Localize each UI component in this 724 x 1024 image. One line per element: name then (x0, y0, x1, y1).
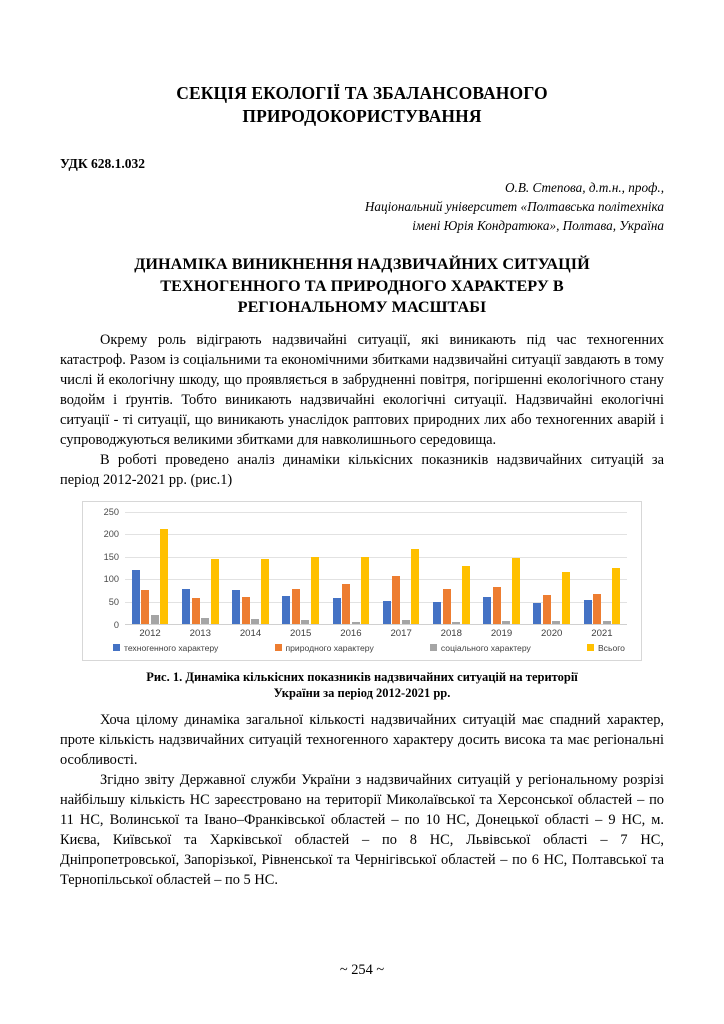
bar (342, 584, 350, 624)
affiliation-line-1: Національний університет «Полтавська політехніка (364, 198, 664, 214)
page-number: ~ 254 ~ (339, 962, 385, 978)
bar (141, 590, 149, 624)
chart-plot-area (103, 506, 627, 630)
bar (392, 576, 400, 624)
y-tick-150: 150 (103, 551, 119, 562)
paragraph-4: Згідно звіту Державної служби України з надзвичайних ситуацій у регіональному розрізі найбільшу кількість НС зареєстровано на території Миколаївської та Херсонської областей – по 11 НС, Волинської та Івано–Франківської областей – по 10 НС, Донецької області – 9 НС, м. Києва, Київської та Харківської областей – по 8 НС, Львівської області – 7 НС, Дніпропетровської, Запорізької, Рівненської та Чернігівської областей – по 6 НС, Полтавської та Тернопільської областей – по 5 НС. (60, 771, 664, 888)
bar (232, 590, 240, 623)
legend-label: Всього (597, 642, 625, 653)
legend-swatch-icon (275, 644, 282, 651)
bar (251, 619, 259, 623)
bar-group (125, 512, 175, 624)
bar (261, 559, 269, 623)
bar (433, 602, 441, 624)
article-title-line-3: РЕГІОНАЛЬНОМУ МАСШТАБІ (237, 298, 487, 317)
bar (612, 568, 620, 624)
y-tick-250: 250 (103, 506, 119, 517)
author-affiliation (60, 179, 664, 235)
legend-swatch-icon (587, 644, 594, 651)
bar (552, 621, 560, 623)
bar (160, 529, 168, 624)
x-axis-tick-label: 2012 (139, 627, 161, 639)
bar (333, 598, 341, 623)
bar (201, 618, 209, 623)
paragraph-1: Окрему роль відіграють надзвичайні ситуації, які виникають під час техногенних катастроф. Разом із соціальними та економічними збитками надзвичайні ситуації завдають в тому числі й екологічну шкоду, що проявляється в забрудненні повітря, погіршенні екологічного стану водойм і ґрунтів. Тобто виникають надзвичайні екологічні ситуації. Надзвичайні екологічні ситуації - ті ситуації, що виникають унаслідок раптових природних лих або техногенних аварій і супроводжуються великими збитками для навколишнього середовища. (60, 332, 664, 448)
bar (383, 601, 391, 623)
affiliation-line-2: імені Юрія Кондратюка», Полтава, Україна (412, 217, 664, 233)
bar-group (527, 512, 577, 624)
bar (483, 597, 491, 624)
y-tick-0: 0 (113, 619, 119, 630)
paragraph-3: Хоча цілому динаміка загальної кількості надзвичайних ситуацій має спадний характер, проте кількість надзвичайних ситуацій техногенного характеру досить висока та має регіональні особливості. (60, 712, 664, 768)
udk-code: УДК 628.1.032 (60, 156, 145, 172)
bar-group (376, 512, 426, 624)
bar (151, 615, 159, 623)
figure-caption-line-1: Рис. 1. Динаміка кількісних показників надзвичайних ситуацій на території (146, 669, 578, 684)
chart-bar-groups (125, 512, 627, 624)
bar (533, 603, 541, 624)
legend-label: соціального характеру (440, 642, 531, 653)
author-name: О.В. Степова, д.т.н., проф., (505, 180, 664, 196)
chart-x-axis-labels (125, 628, 627, 639)
legend-label: техногенного характеру (124, 642, 219, 653)
bar-group (175, 512, 225, 624)
bar-group (225, 512, 275, 624)
section-heading-line-2: ПРИРОДОКОРИСТУВАННЯ (242, 106, 482, 127)
bar-chart (82, 501, 642, 661)
bar (311, 557, 319, 623)
y-tick-200: 200 (103, 529, 119, 540)
page-footer (0, 962, 724, 979)
x-axis-tick-label: 2014 (239, 627, 262, 639)
bar-group (426, 512, 476, 624)
article-title (60, 254, 664, 319)
bar (462, 566, 470, 623)
bar (512, 558, 520, 623)
legend-item[interactable] (587, 643, 625, 653)
legend-item[interactable] (275, 643, 374, 653)
bar (301, 620, 309, 624)
x-axis-tick-label: 2017 (390, 627, 412, 639)
legend-swatch-icon (113, 644, 120, 651)
bar (242, 597, 250, 623)
bar (292, 589, 300, 624)
bar-group (476, 512, 526, 624)
bar-group (577, 512, 627, 624)
paragraph-2: В роботі проведено аналіз динаміки кількісних показників надзвичайних ситуацій за період 2012-2021 рр. (рис.1) (60, 451, 664, 488)
x-axis-tick-label: 2016 (340, 627, 362, 639)
y-tick-50: 50 (108, 596, 119, 607)
figure-1 (60, 501, 664, 702)
x-axis-tick-label: 2019 (490, 627, 513, 639)
legend-item[interactable] (430, 643, 531, 653)
section-heading-line-1: СЕКЦІЯ ЕКОЛОГІЇ ТА ЗБАЛАНСОВАНОГО (176, 83, 548, 103)
x-axis-tick-label: 2020 (541, 627, 563, 639)
x-axis-tick-label: 2018 (440, 627, 462, 639)
article-title-line-2: ТЕХНОГЕННОГО ТА ПРИРОДНОГО ХАРАКТЕРУ В (160, 276, 564, 295)
bar (411, 549, 419, 623)
y-tick-100: 100 (103, 574, 119, 585)
x-axis-tick-label: 2015 (290, 627, 312, 639)
bar (493, 587, 501, 623)
bar (443, 589, 451, 624)
section-heading (60, 0, 664, 128)
bar (502, 621, 510, 623)
bar (352, 622, 360, 623)
legend-label: природного характеру (285, 642, 374, 653)
bar (132, 570, 140, 624)
x-axis-line (125, 624, 627, 625)
x-axis-tick-label: 2013 (189, 627, 211, 639)
bar-group (276, 512, 326, 624)
bar (182, 589, 190, 623)
legend-swatch-icon (430, 644, 437, 651)
chart-legend (113, 643, 625, 653)
bar (402, 620, 410, 624)
bar (282, 596, 290, 624)
bar (593, 594, 601, 623)
x-axis-tick-label: 2021 (591, 627, 613, 639)
bar (562, 572, 570, 624)
bar-group (326, 512, 376, 624)
bar (584, 600, 592, 624)
figure-caption-line-2: України за період 2012-2021 рр. (273, 685, 451, 700)
figure-caption (60, 669, 664, 702)
article-title-line-1: ДИНАМІКА ВИНИКНЕННЯ НАДЗВИЧАЙНИХ СИТУАЦІЙ (134, 255, 590, 274)
bar (603, 621, 611, 623)
bar (543, 595, 551, 624)
bar (192, 598, 200, 623)
bar (452, 622, 460, 623)
legend-item[interactable] (113, 643, 218, 653)
bar (211, 559, 219, 624)
bar (361, 557, 369, 624)
